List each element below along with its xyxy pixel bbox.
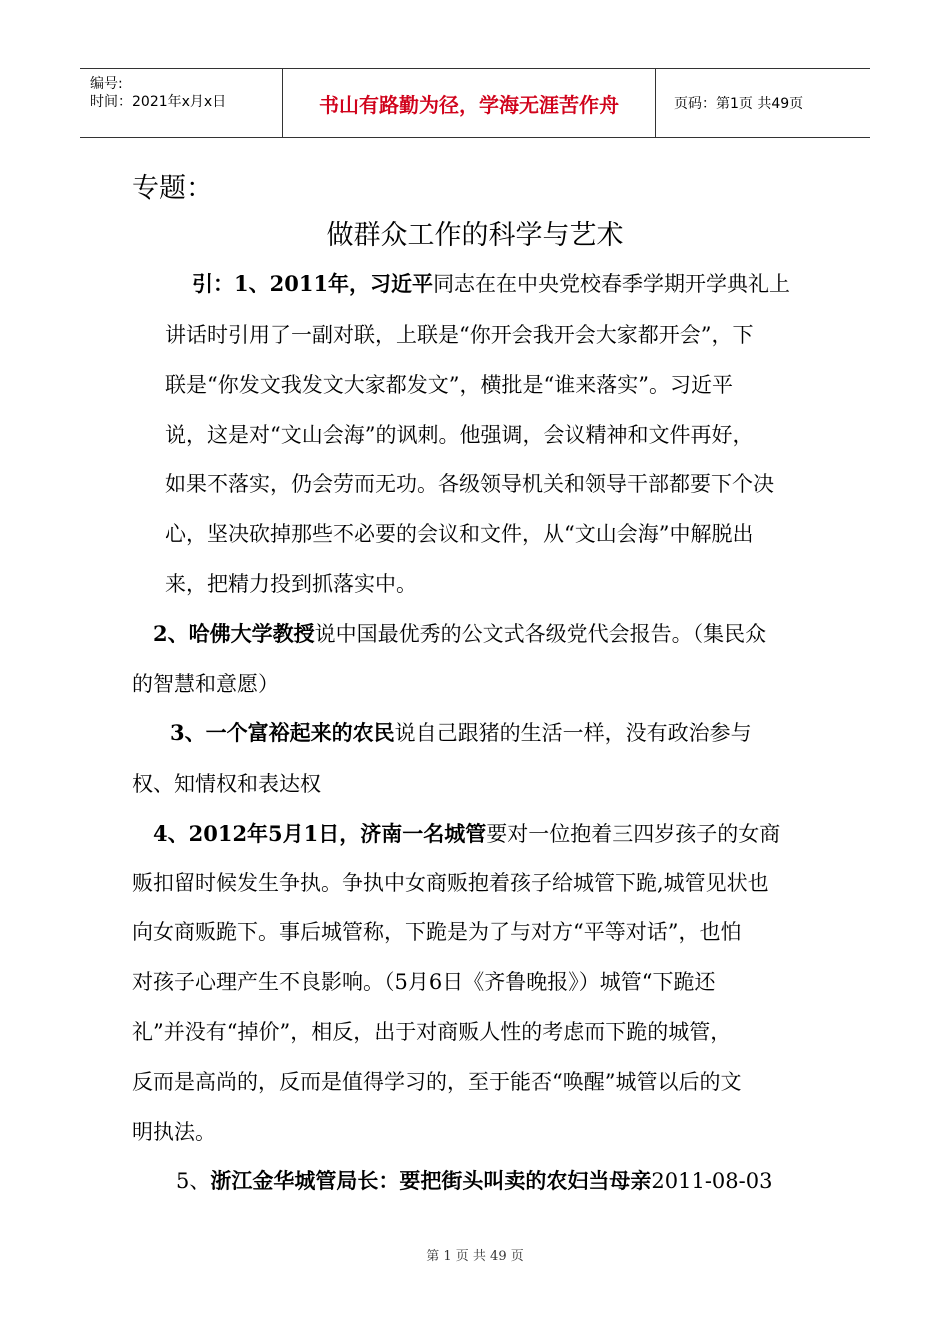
item2-lead: 2、哈佛大学教授 <box>153 621 315 646</box>
item4-line: 明执法。 <box>132 1120 216 1144</box>
header-page-info <box>664 69 870 137</box>
item4-lead: 4、2012年5月1日，济南一名城管 <box>153 821 487 846</box>
item1-line: 来，把精力投到抓落实中。 <box>165 572 417 596</box>
date-label: 时间：2021年x月x日 <box>90 94 227 110</box>
item3-lead: 3、一个富裕起来的农民 <box>170 720 395 745</box>
item3-text: 说自己跟猪的生活一样，没有政治参与 <box>394 721 752 745</box>
header-meta-cell <box>80 69 282 137</box>
header-table <box>80 68 870 138</box>
item1-line1 <box>192 270 790 298</box>
item5-lead: 浙江金华城管局长：要把街头叫卖的农妇当母亲 <box>210 1168 652 1193</box>
item1-line: 说，这是对“文山会海”的讽刺。他强调，会议精神和文件再好， <box>165 423 754 447</box>
item4-line: 向女商贩跪下。事后城管称，下跪是为了与对方“平等对话”，也怕 <box>132 920 742 944</box>
header-motto: 书山有路勤为径，学海无涯苦作舟 <box>282 69 656 137</box>
topic-label: 专题： <box>132 173 213 204</box>
item4-text: 要对一位抱着三四岁孩子的女商 <box>486 822 781 846</box>
item1-text: 同志在在中央党校春季学期开学典礼上 <box>433 272 791 296</box>
page-info-text: 页码：第1页 共49页 <box>674 96 804 112</box>
item2-line2: 的智慧和意愿） <box>132 672 279 696</box>
item1-line: 讲话时引用了一副对联，上联是“你开会我开会大家都开会”，下 <box>165 323 754 347</box>
item4-line: 对孩子心理产生不良影响。（5月6日《齐鲁晚报》）城管“下跪还 <box>132 970 716 994</box>
item4-line: 礼”并没有“掉价”，相反，出于对商贩人性的考虑而下跪的城管， <box>132 1020 732 1044</box>
item3-line2: 权、知情权和表达权 <box>132 772 321 796</box>
code-label: 编号: <box>90 76 123 92</box>
item2-line1 <box>153 620 766 648</box>
item1-line: 联是“你发文我发文大家都发文”，横批是“谁来落实”。习近平 <box>165 373 733 397</box>
item1-line: 心，坚决砍掉那些不必要的会议和文件，从“文山会海”中解脱出 <box>165 522 754 546</box>
item1-lead: 引：1、2011年，习近平 <box>192 271 434 296</box>
item4-line1 <box>153 820 780 848</box>
item5-number: 5、 <box>176 1169 211 1193</box>
item5-line <box>176 1167 772 1195</box>
item2-text: 说中国最优秀的公文式各级党代会报告。（集民众 <box>314 622 767 646</box>
item4-line: 反而是高尚的，反而是值得学习的，至于能否“唤醒”城管以后的文 <box>132 1070 742 1094</box>
item3-line1 <box>170 719 752 747</box>
item5-date: 2011-08-03 <box>651 1169 773 1193</box>
page-title: 做群众工作的科学与艺术 <box>326 220 624 251</box>
page-footer: 第 1 页 共 49 页 <box>426 1249 524 1264</box>
item1-line: 如果不落实，仍会劳而无功。各级领导机关和领导干部都要下个决 <box>165 472 774 496</box>
item4-line: 贩扣留时候发生争执。争执中女商贩抱着孩子给城管下跪,城管见状也 <box>132 871 769 895</box>
